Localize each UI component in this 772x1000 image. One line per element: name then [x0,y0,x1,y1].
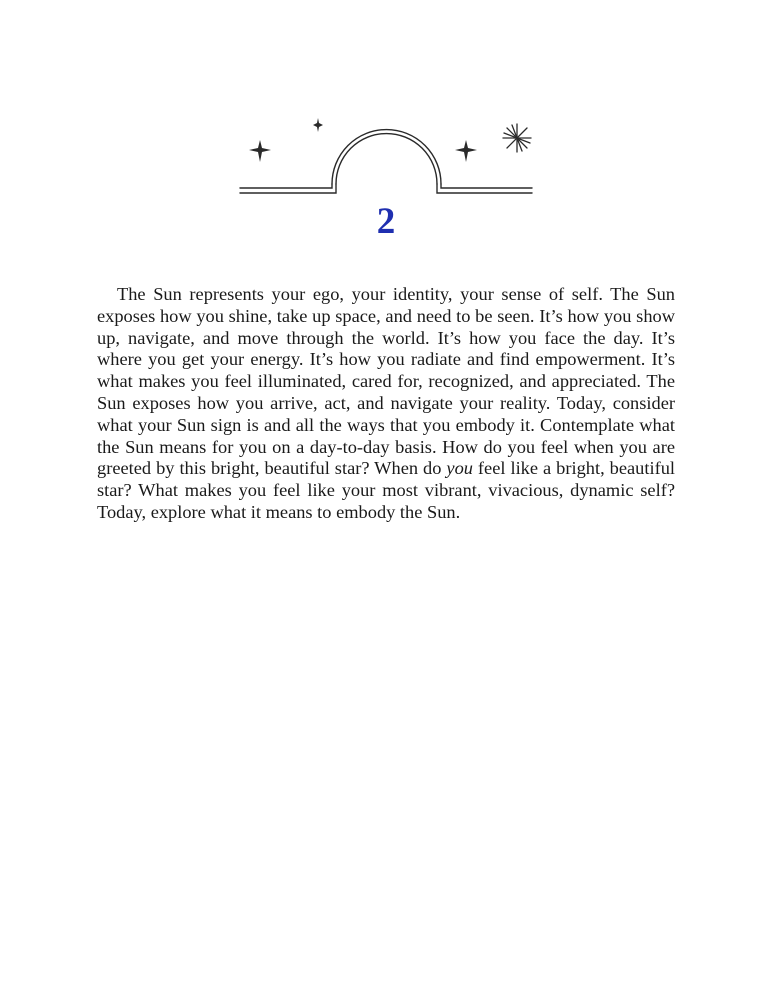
sun-rising-over-horizon-icon [236,112,536,202]
star-icon-right [455,140,477,162]
horizon-line-right [441,184,532,188]
sun-arch-inner [336,134,437,184]
star-icon [249,140,271,162]
horizon-line-left [240,184,332,188]
sparkle-star-icon [503,124,531,152]
small-star-icon [313,118,323,132]
chapter-number: 2 [376,201,396,242]
body-text-part-2: feel like a bright, beautiful star? What makes you feel like your most vibrant, vivacious, dynamic self? Today, explore what it means to embody the Sun. [97,458,675,522]
body-paragraph [97,284,675,524]
emphasized-word: you [446,458,473,479]
sun-arch-outer [332,130,441,184]
body-text-part-1: The Sun represents your ego, your identity, your sense of self. The Sun exposes how you shine, take up space, and need to be seen. It’s how you show up, navigate, and move through the world. It’s how you face the day. It’s where you get your energy. It’s how you radiate and find empowerment. It’s what makes you feel illuminated, cared for, recognized, and appreciated. The Sun exposes how you arrive, act, and navigate your reality. Today, consider what your Sun sign is and all the ways that you embody it. Contemplate what the Sun means for you on a day-to-day basis. How do you feel when you are greeted by this bright, beautiful star? When do [97,284,675,479]
